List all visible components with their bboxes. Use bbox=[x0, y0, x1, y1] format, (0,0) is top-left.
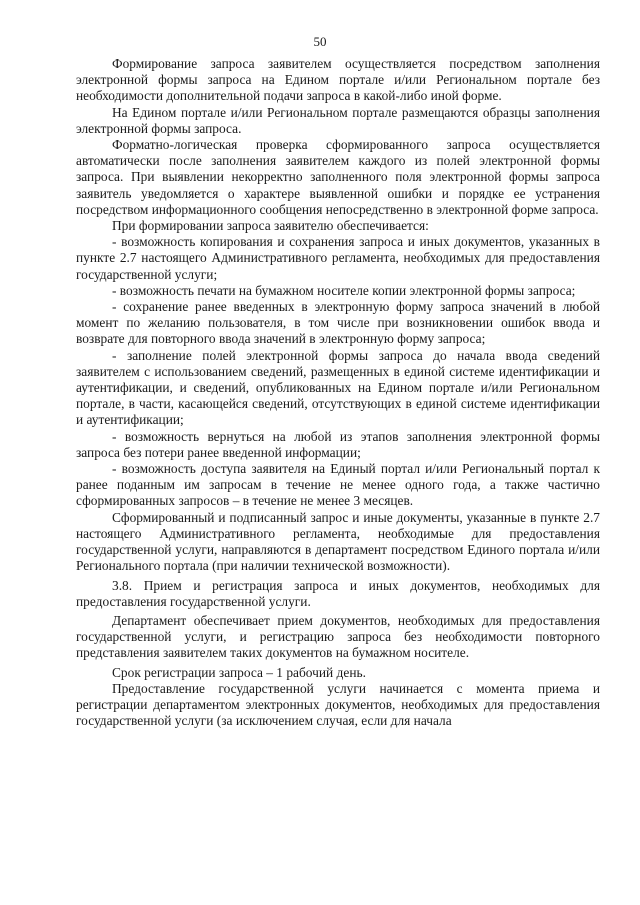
list-item: - сохранение ранее введенных в электронную форму запроса значений в любой момент по желанию пользователя, в том числе при возникновении ошибок ввода и возврате для повторного ввода значений в электронную форму запроса; bbox=[76, 299, 600, 347]
paragraph: Срок регистрации запроса – 1 рабочий день. bbox=[112, 664, 366, 680]
page-number: 50 bbox=[313, 34, 327, 49]
list-item: - возможность доступа заявителя на Единый портал и/или Региональный портал к ранее поданным им запросам в течение не менее одного года, а также частично сформированных запросов – в течение не менее 3 месяцев. bbox=[76, 461, 600, 509]
list-item: - возможность копирования и сохранения запроса и иных документов, указанных в пункте 2.7 настоящего Административного регламента, необходимых для предоставления государственной услуги; bbox=[76, 234, 600, 282]
paragraph: При формировании запроса заявителю обеспечивается: bbox=[112, 218, 429, 234]
section-heading: 3.8. Прием и регистрация запроса и иных документов, необходимых для предоставления государственной услуги. bbox=[76, 577, 600, 609]
paragraph: Формирование запроса заявителем осуществляется посредством заполнения электронной формы запроса на Едином портале и/или Региональном портале без необходимости дополнительной подачи запроса в какой-либо иной форме. bbox=[76, 56, 600, 104]
paragraph: Департамент обеспечивает прием документов, необходимых для предоставления государственной услуги, и регистрацию запроса без необходимости повторного представления заявителем таких документов на бумажном носителе. bbox=[76, 612, 600, 661]
paragraph: На Едином портале и/или Региональном портале размещаются образцы заполнения электронной формы запроса. bbox=[76, 104, 600, 136]
list-item: - возможность вернуться на любой из этапов заполнения электронной формы запроса без потери ранее введенной информации; bbox=[76, 428, 600, 460]
paragraph: Предоставление государственной услуги начинается с момента приема и регистрации департаментом электронных документов, необходимых для предоставления государственной услуги (за исключением случая, если для начала bbox=[76, 680, 600, 729]
document-body bbox=[76, 56, 600, 729]
paragraph: Форматно-логическая проверка сформированного запроса осуществляется автоматически после заполнения заявителем каждого из полей электронной формы запроса. При выявлении некорректно заполненного поля электронной формы запроса заявитель уведомляется о характере выявленной ошибки и порядке ее устранения посредством информационного сообщения непосредственно в электронной форме запроса. bbox=[76, 137, 600, 217]
paragraph: Сформированный и подписанный запрос и иные документы, указанные в пункте 2.7 настоящего Административного регламента, необходимые для предоставления государственной услуги, направляются в департамент посредством Единого портала и/или Регионального портала (при наличии технической возможности). bbox=[76, 509, 600, 574]
list-item: - возможность печати на бумажном носителе копии электронной формы запроса; bbox=[112, 282, 576, 298]
list-item: - заполнение полей электронной формы запроса до начала ввода сведений заявителем с использованием сведений, размещенных в единой системе идентификации и аутентификации, и сведений, опубликованных на Едином портале и/или Региональном портале, в части, касающейся сведений, отсутствующих в единой системе идентификации и аутентификации; bbox=[76, 347, 600, 428]
